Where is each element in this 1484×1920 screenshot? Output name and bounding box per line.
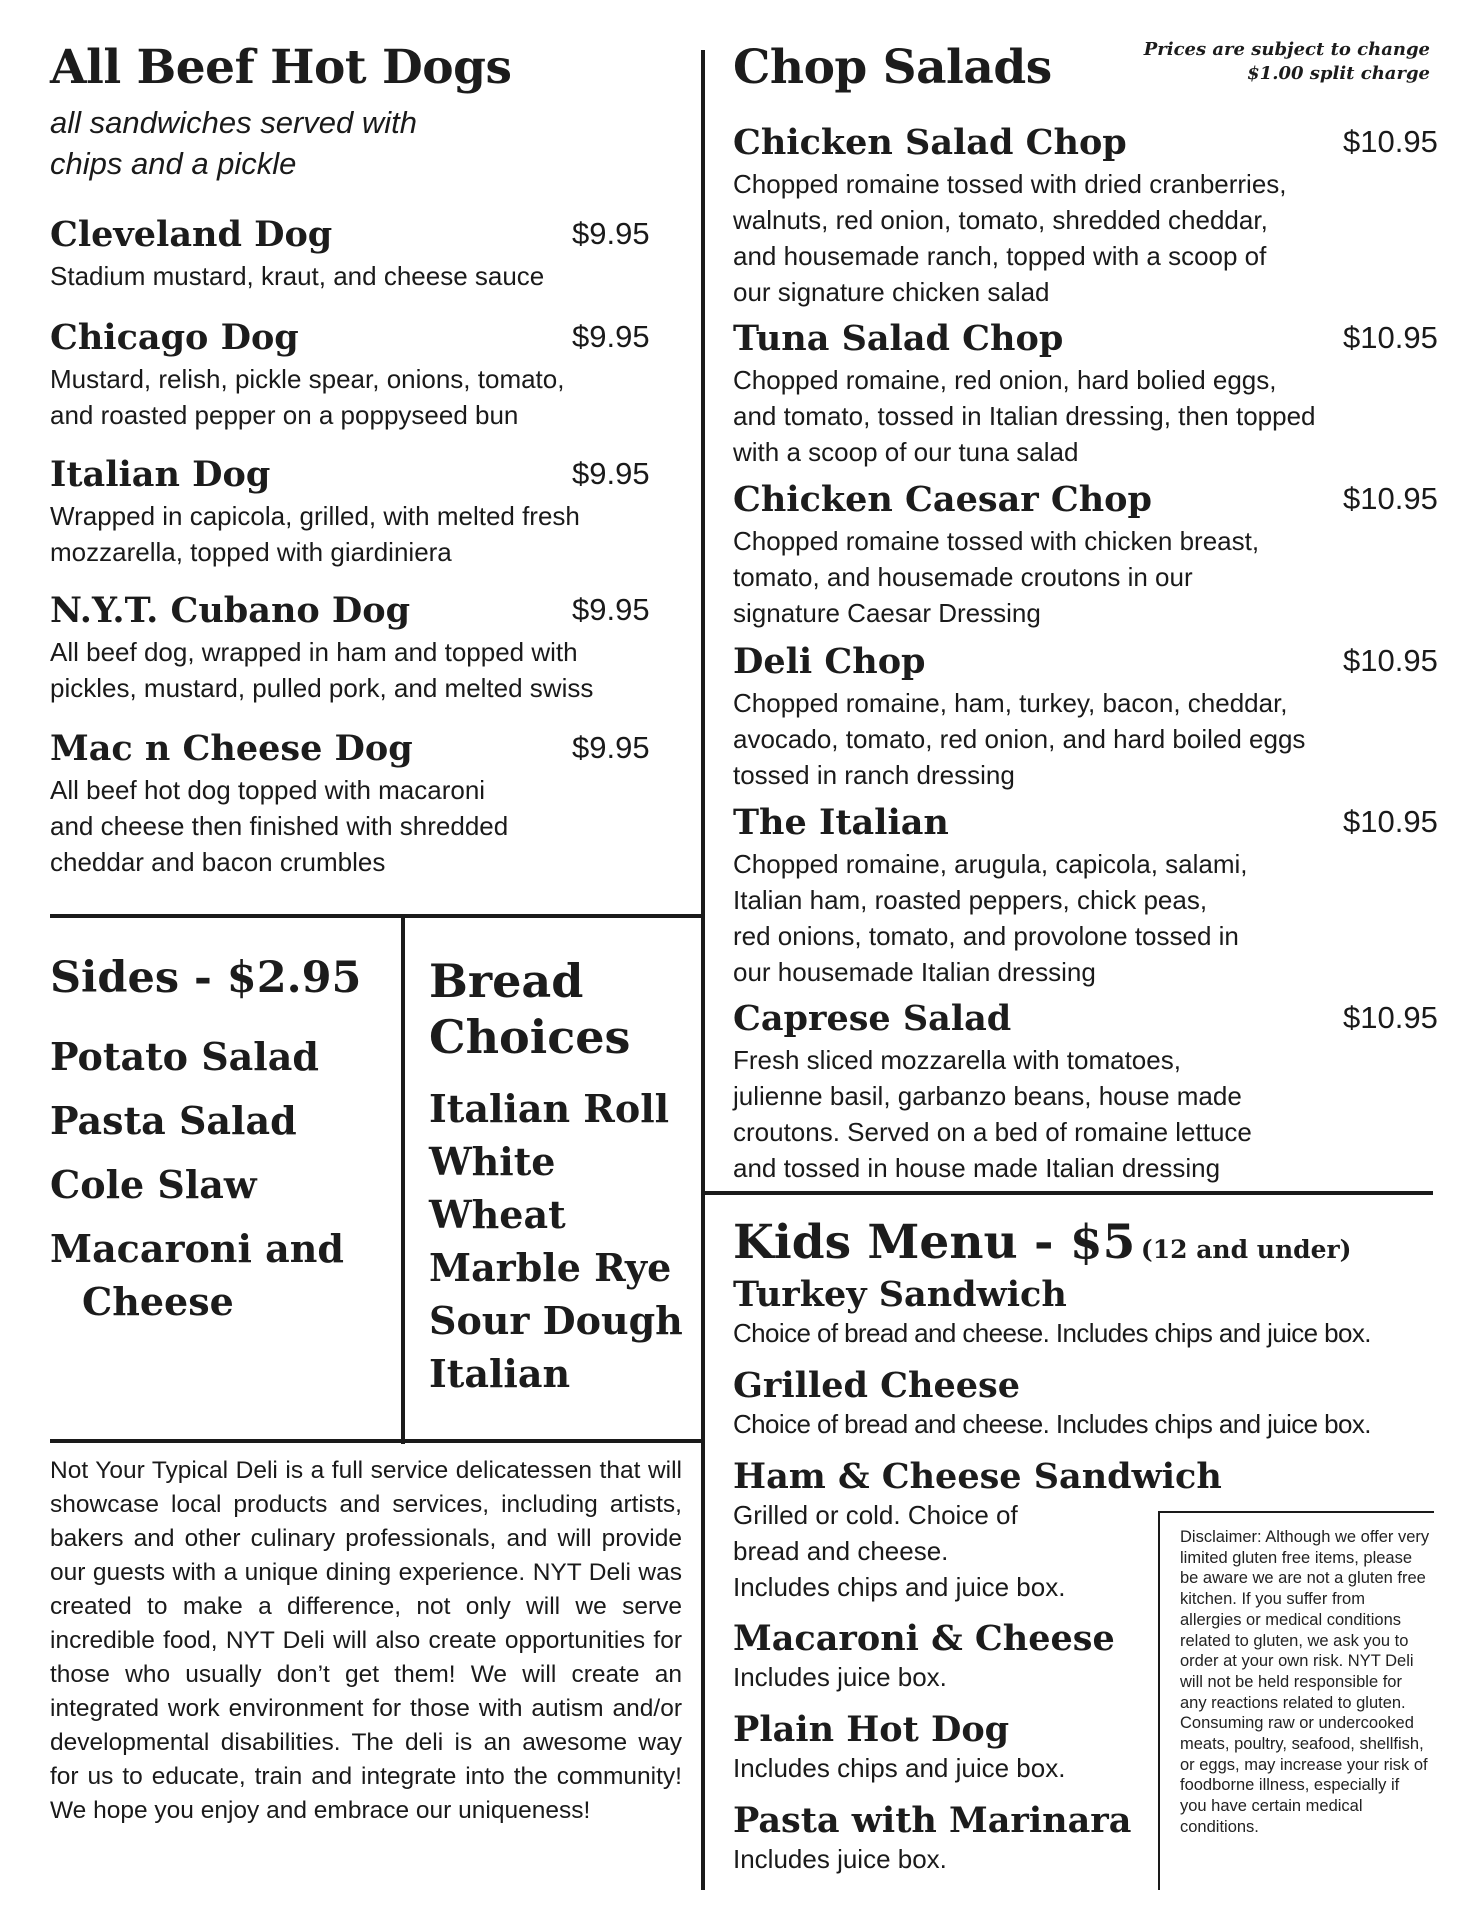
- item-description: Wrapped in capicola, grilled, with melted fresh mozzarella, topped with giardiniera: [50, 501, 580, 567]
- item-description: Mustard, relish, pickle spear, onions, tomato, and roasted pepper on a poppyseed bun: [50, 364, 565, 430]
- bread-item: Sour Dough: [429, 1298, 683, 1343]
- kids-item-name: Macaroni & Cheese: [733, 1618, 1115, 1659]
- item-price: $10.95: [1343, 481, 1438, 516]
- item-description: All beef dog, wrapped in ham and topped with pickles, mustard, pulled pork, and melted swiss: [50, 637, 594, 703]
- menu-item: [733, 641, 1453, 793]
- kids-item: [733, 1367, 1371, 1442]
- sides-list: [50, 1030, 344, 1328]
- item-price: $10.95: [1343, 643, 1438, 678]
- kids-item-name: Pasta with Marinara: [733, 1800, 1132, 1841]
- item-name: Mac n Cheese Dog: [50, 728, 413, 769]
- item-description: Stadium mustard, kraut, and cheese sauce: [50, 261, 545, 291]
- side-item: Potato Salad: [50, 1034, 319, 1079]
- price-change-note: Prices are subject to change: [1143, 39, 1430, 60]
- bread-title-line: Choices: [429, 1010, 631, 1064]
- menu-item: [50, 590, 690, 706]
- kids-item-name: Turkey Sandwich: [733, 1274, 1067, 1315]
- sides-title: Sides - $2.95: [50, 953, 362, 1003]
- about-text: Not Your Typical Deli is a full service delicatessen that will showcase local products and services, including artists, bakers and other culinary professionals, and will provide our guests with a unique dining experience. NYT Deli was created to make a difference, not only will we serve incredible food, NYT Deli will also create opportunities for those who usually don’t get them! We will create an integrated work environment for those with autism and/or developmental disabilities. The deli is an awesome way for us to educate, train and integrate into the community! We hope you enjoy and embrace our uniqueness!: [50, 1457, 682, 1824]
- side-item: Pasta Salad: [50, 1098, 297, 1143]
- menu-item: [50, 728, 690, 880]
- bread-item: Marble Rye: [429, 1245, 672, 1290]
- item-name: Chicken Caesar Chop: [733, 479, 1152, 520]
- bread-item: Wheat: [429, 1192, 566, 1237]
- kids-title-text: Kids Menu - $5: [733, 1215, 1136, 1270]
- salads-bottom-divider: [703, 1191, 1433, 1195]
- disclaimer-top-border: [1158, 1511, 1434, 1513]
- hotdogs-subtitle: all sandwiches served with chips and a pickle: [50, 105, 418, 181]
- kids-item-description: Choice of bread and cheese. Includes chips and juice box.: [733, 1317, 1371, 1348]
- item-name: Chicago Dog: [50, 317, 299, 358]
- menu-item: [733, 479, 1453, 631]
- kids-item-name: Ham & Cheese Sandwich: [733, 1456, 1222, 1497]
- salads-note: [1100, 38, 1430, 86]
- item-name: Caprese Salad: [733, 998, 1012, 1039]
- kids-item-description: Includes juice box.: [733, 1843, 947, 1874]
- item-price: $10.95: [1343, 124, 1438, 159]
- item-price: $10.95: [1343, 1000, 1438, 1035]
- item-name: Italian Dog: [50, 454, 271, 495]
- menu-item: [50, 454, 690, 570]
- item-description: Chopped romaine tossed with dried cranberries, walnuts, red onion, tomato, shredded cheddar, and housemade ranch, topped with a scoop of our signature chicken salad: [733, 169, 1287, 307]
- menu-item: [50, 214, 690, 294]
- kids-item: [733, 1620, 1115, 1695]
- kids-item-description: Includes chips and juice box.: [733, 1752, 1066, 1783]
- kids-age-note: (12 and under): [1140, 1235, 1352, 1264]
- hotdogs-bottom-divider: [50, 914, 703, 918]
- kids-item-name: Grilled Cheese: [733, 1365, 1020, 1406]
- kids-title: [733, 1215, 1352, 1270]
- kids-item: [733, 1276, 1371, 1351]
- side-item: Cole Slaw: [50, 1162, 257, 1207]
- bread-item: White: [429, 1139, 556, 1184]
- menu-item: [733, 802, 1453, 990]
- kids-item: [733, 1802, 1131, 1877]
- side-item: Cheese: [82, 1279, 234, 1324]
- bread-title: [429, 953, 630, 1065]
- item-price: $9.95: [572, 592, 650, 627]
- item-name: N.Y.T. Cubano Dog: [50, 590, 411, 631]
- item-price: $10.95: [1343, 320, 1438, 355]
- kids-item-description: Choice of bread and cheese. Includes chips and juice box.: [733, 1408, 1371, 1439]
- item-description: Chopped romaine, ham, turkey, bacon, cheddar, avocado, tomato, red onion, and hard boiled eggs tossed in ranch dressing: [733, 688, 1306, 790]
- bread-item: Italian: [429, 1351, 571, 1396]
- item-name: Deli Chop: [733, 641, 926, 682]
- item-description: Chopped romaine, arugula, capicola, salami, Italian ham, roasted peppers, chick peas, red onions, tomato, and provolone tossed in our housemade Italian dressing: [733, 849, 1248, 987]
- split-charge-note: $1.00 split charge: [1247, 63, 1430, 84]
- item-name: Tuna Salad Chop: [733, 318, 1064, 359]
- disclaimer-text: Disclaimer: Although we offer very limited gluten free items, please be aware we are not a gluten free kitchen. If you suffer from allergies or medical conditions related to gluten, we ask you to order at your own risk. NYT Deli will not be held responsible for any reactions related to gluten. Consuming raw or undercooked meats, poultry, seafood, shellfish, or eggs, may increase your risk of foodborne illness, especially if you have certain medical conditions.: [1180, 1528, 1430, 1836]
- bread-list: [429, 1082, 683, 1400]
- item-price: $10.95: [1343, 804, 1438, 839]
- kids-item-name: Plain Hot Dog: [733, 1709, 1010, 1750]
- salads-title: Chop Salads: [733, 40, 1052, 95]
- item-price: $9.95: [572, 456, 650, 491]
- bread-item: Italian Roll: [429, 1086, 670, 1131]
- kids-item: [733, 1711, 1065, 1786]
- kids-item-description: Includes juice box.: [733, 1661, 947, 1692]
- item-name: Chicken Salad Chop: [733, 122, 1127, 163]
- item-description: Chopped romaine, red onion, hard bolied eggs, and tomato, tossed in Italian dressing, then topped with a scoop of our tuna salad: [733, 365, 1316, 467]
- kids-item: [733, 1458, 1222, 1605]
- menu-item: [50, 317, 690, 433]
- item-name: Cleveland Dog: [50, 214, 333, 255]
- menu-item: [733, 318, 1453, 470]
- item-name: The Italian: [733, 802, 949, 843]
- item-description: Fresh sliced mozzarella with tomatoes, julienne basil, garbanzo beans, house made croutons. Served on a bed of romaine lettuce and tossed in house made Italian dressing: [733, 1045, 1252, 1183]
- item-description: All beef hot dog topped with macaroni and cheese then finished with shredded cheddar and bacon crumbles: [50, 775, 509, 877]
- item-description: Chopped romaine tossed with chicken breast, tomato, and housemade croutons in our signature Caesar Dressing: [733, 526, 1260, 628]
- bread-title-line: Bread: [429, 954, 584, 1008]
- kids-item-description: Grilled or cold. Choice of bread and cheese. Includes chips and juice box.: [733, 1499, 1066, 1602]
- item-price: $9.95: [572, 730, 650, 765]
- disclaimer-left-border: [1158, 1511, 1160, 1890]
- hotdogs-title: All Beef Hot Dogs: [50, 40, 512, 95]
- side-item: Macaroni and: [50, 1226, 344, 1271]
- menu-item: [733, 122, 1453, 310]
- sides-bread-divider: [401, 916, 405, 1444]
- item-price: $9.95: [572, 216, 650, 251]
- item-price: $9.95: [572, 319, 650, 354]
- sides-bottom-divider: [50, 1439, 703, 1443]
- menu-item: [733, 998, 1453, 1186]
- center-divider: [701, 50, 705, 1890]
